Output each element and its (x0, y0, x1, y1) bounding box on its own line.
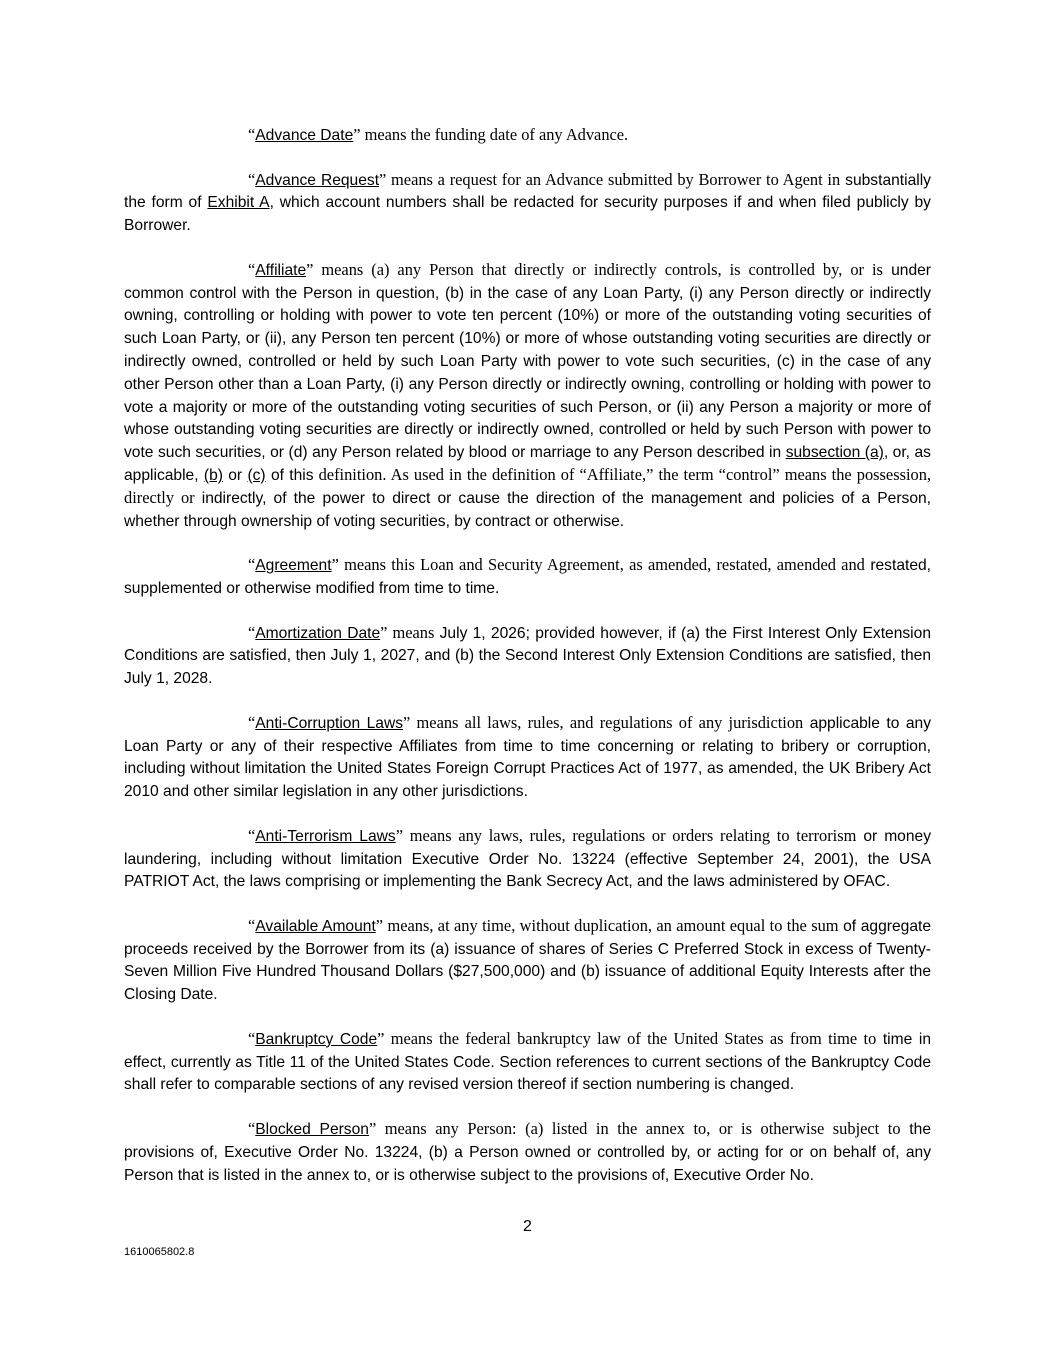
definition-anti-corruption-laws (124, 712, 931, 803)
definition-lead: means any Person: (a) listed in the annex to, or is otherwise subject to (376, 1119, 901, 1139)
open-quote: “ (248, 125, 256, 144)
close-quote: ” (380, 622, 388, 642)
definition-text: indirectly, of the power to direct or cause the direction of the management and policies of a Person, whether through ownership of voting securities, by contract or otherwise. (124, 489, 932, 530)
open-quote: “ (248, 915, 256, 935)
open-quote: “ (248, 1028, 256, 1048)
open-quote: “ (248, 825, 256, 845)
definition-lead: means any laws, rules, regulations or orders relating to terrorism (402, 825, 857, 845)
close-quote: ” (395, 825, 403, 845)
definition-amortization-date (124, 622, 931, 690)
definition-text: of aggregate proceeds received by the Borrower from its (a) issuance of shares of Series C Preferred Stock in excess of Twenty-Seven Million Five Hundred Thousand Dollars ($27,500,000) and (b) issuance of additional Equity Interests after the Closing Date. (124, 917, 931, 1004)
definition-blocked-person (124, 1118, 931, 1186)
subsection-reference: subsection (a) (785, 444, 884, 462)
definition-affiliate (124, 259, 931, 533)
subsection-reference: (b) (203, 466, 223, 484)
open-quote: “ (248, 259, 256, 279)
close-quote: ” (353, 125, 361, 144)
open-quote: “ (248, 169, 256, 189)
definition-lead: means a request for an Advance submitted by Borrower to Agent in (386, 169, 841, 189)
open-quote: “ (248, 712, 256, 732)
definition-lead: means the federal bankruptcy law of the United States as from time to (384, 1028, 877, 1048)
definition-lead: means all laws, rules, and regulations of any jurisdiction (410, 712, 804, 732)
open-quote: “ (248, 622, 256, 642)
definition-text: , or, as applicable, (124, 444, 931, 484)
defined-term: Blocked Person (255, 1121, 369, 1139)
defined-term: Amortization Date (255, 624, 381, 642)
definition-text: or money laundering, including without limitation Executive Order No. 13224 (effective September 24, 2001), the USA PATRIOT Act, the laws comprising or implementing the Bank Secrecy Act, and the laws administered by OFAC. (124, 827, 931, 891)
defined-term: Bankruptcy Code (255, 1030, 378, 1048)
definition-anti-terrorism-laws (124, 825, 931, 893)
close-quote: ” (306, 259, 314, 279)
document-id: 1610065802.8 (124, 1246, 195, 1258)
defined-term: Anti-Corruption Laws (255, 714, 404, 732)
close-quote: ” (368, 1119, 377, 1139)
definition-text: applicable to any Loan Party or any of their respective Affiliates from time to time concerning or relating to bribery or corruption, including without limitation the United States Foreign Corrupt Practices Act of 1977, as amended, the UK Bribery Act 2010 and other similar legislation in any other jurisdictions. (124, 714, 932, 801)
close-quote: ” (331, 555, 339, 575)
open-quote: “ (248, 1119, 256, 1139)
definition-text: July 1, 2026; provided however, if (a) the First Interest Only Extension Conditions are satisfied, then July 1, 2027, and (b) the Second Interest Only Extension Conditions are satisfied, then July 1, 2028. (124, 624, 931, 688)
definition-text: time in effect, currently as Title 11 of the United States Code. Section references to current sections of the Bankruptcy Code shall refer to comparable sections of any revised version thereof if section numbering is changed. (124, 1030, 931, 1094)
close-quote: ” (375, 915, 384, 935)
close-quote: ” (377, 1028, 385, 1048)
definition-text: definition. As used in the definition of “Affiliate,” the term “control” means the possession, directly or (124, 464, 932, 507)
definition-text: of this (265, 466, 314, 484)
definition-lead: means the funding date of any Advance. (360, 125, 629, 144)
defined-term: Anti-Terrorism Laws (255, 827, 396, 845)
exhibit-reference: Exhibit A (207, 194, 270, 212)
page-number: 2 (523, 1218, 532, 1235)
definition-text: , which account numbers shall be redacted for security purposes if and when filed publicly by Borrower. (124, 194, 931, 235)
definition-agreement (124, 554, 931, 600)
definition-text: restated, supplemented or otherwise modified from time to time. (124, 557, 931, 597)
defined-term: Available Amount (255, 917, 376, 935)
defined-term: Advance Date (255, 127, 354, 144)
defined-term: Affiliate (255, 261, 307, 279)
subsection-reference: (c) (247, 466, 266, 484)
definition-text: substantially the form of (124, 171, 931, 212)
close-quote: ” (403, 712, 411, 732)
definition-advance-request (124, 169, 931, 237)
definition-text: or (222, 466, 248, 484)
definition-lead: means (387, 622, 435, 642)
definitions-section (124, 124, 931, 1208)
definition-bankruptcy-code (124, 1028, 931, 1096)
definition-text: the provisions of, Executive Order No. 13224, (b) a Person owned or controlled by, or acting for or on behalf of, any Person that is listed in the annex to, or is otherwise subject to the provisions of, Executive Order No. (124, 1121, 931, 1184)
close-quote: ” (379, 169, 387, 189)
defined-term: Agreement (255, 557, 332, 575)
definition-text: under common control with the Person in question, (b) in the case of any Loan Party, (i) any Person directly or indirectly owning, controlling or holding with power to vote ten percent (10%) or more of the outstanding voting securities of such Loan Party, or (ii), any Person ten percent (10%) or more of whose outstanding voting securities are directly or indirectly owned, controlled or held by such Loan Party with power to vote such securities, (c) in the case of any other Person other than a Loan Party, (i) any Person directly or indirectly owning, controlling or holding with power to vote a majority or more of the outstanding voting securities of such Person, or (ii) any Person a majority or more of whose outstanding voting securities are directly or indirectly owned, controlled or held by such Person with power to vote such securities, or (d) any Person related by blood or marriage to any Person described in (124, 261, 931, 462)
defined-term: Advance Request (255, 171, 380, 189)
definition-lead: means, at any time, without duplication, an amount equal to the sum (383, 915, 839, 935)
definition-available-amount (124, 915, 931, 1006)
definition-lead: means this Loan and Security Agreement, as amended, restated, amended and (338, 555, 865, 575)
definition-advance-date (124, 124, 931, 147)
open-quote: “ (248, 555, 256, 575)
definition-lead: means (a) any Person that directly or indirectly controls, is controlled by, or is (313, 259, 883, 279)
